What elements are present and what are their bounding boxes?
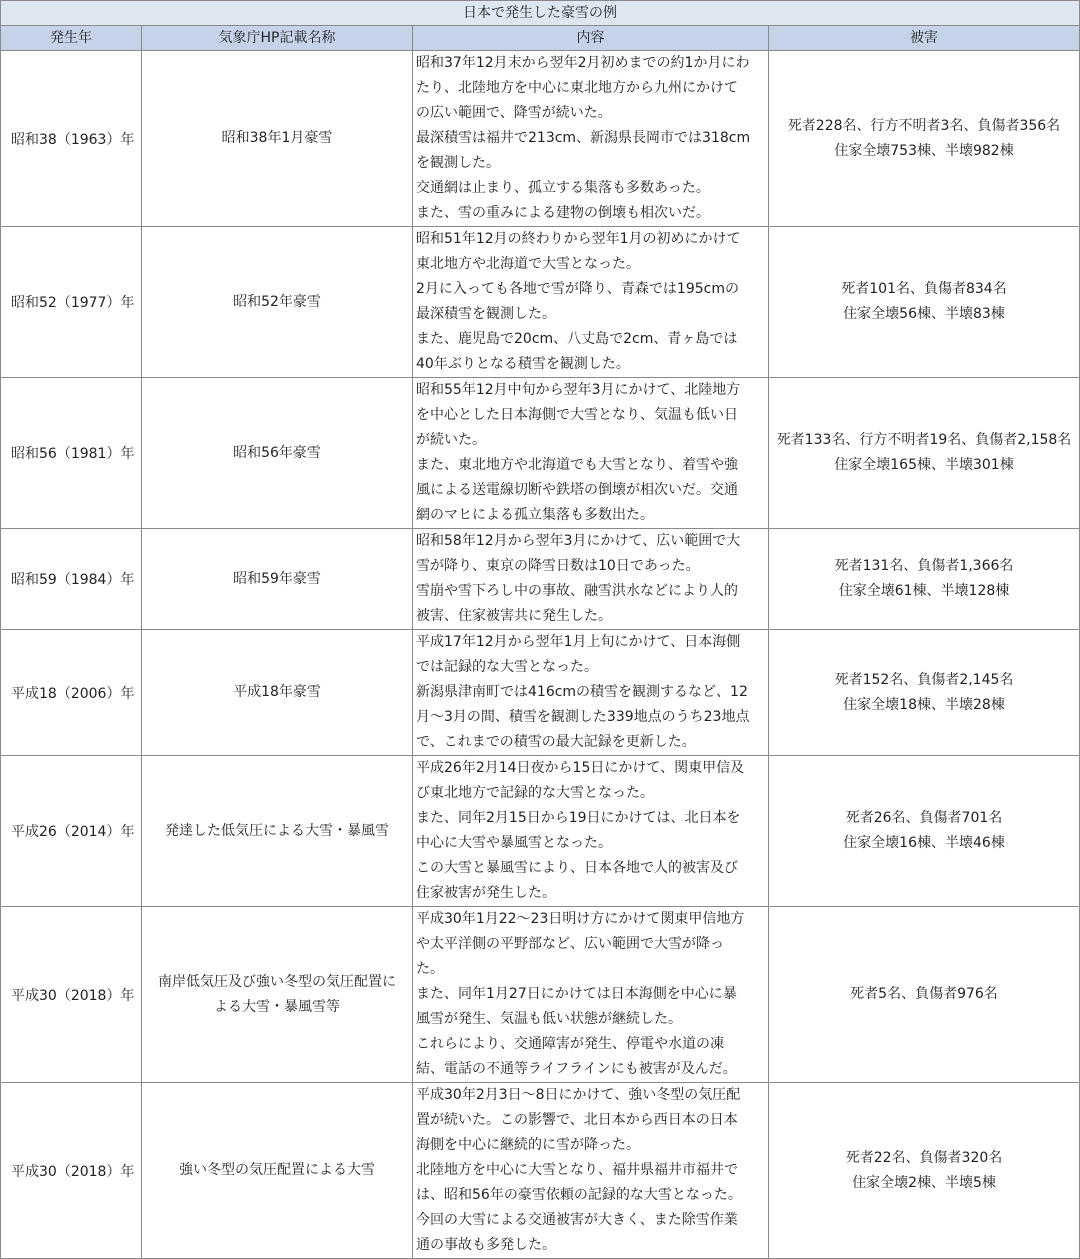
content-line: 平成30年1月22～23日明け方にかけて関東甲信地方: [416, 911, 745, 927]
cell-name: [142, 51, 413, 227]
cell-year: 昭和52（1977）年: [1, 227, 142, 378]
content-line: 網のマヒによる孤立集落も多数出た。: [416, 507, 654, 523]
table-row: [1, 1083, 1080, 1259]
content-line: た。: [416, 961, 444, 977]
content-line: 住家被害が発生した。: [416, 885, 556, 901]
content-line: び東北地方で記録的な大雪となった。: [416, 785, 654, 801]
cell-name: [142, 378, 413, 529]
name-line: 昭和52年豪雪: [233, 293, 321, 310]
content-line: 交通網は止まり、孤立する集落も多数あった。: [416, 180, 710, 196]
name-line: 平成18年豪雪: [233, 684, 321, 700]
content-line: 2月に入っても各地で雪が降り、青森では195cmの: [416, 281, 739, 297]
content-line: 昭和51年12月の終わりから翌年1月の初めにかけて: [416, 231, 741, 247]
content-line: 最深積雪は福井で213cm、新潟県長岡市では318cm: [416, 130, 751, 146]
content-line: で、これまでの積雪の最大記録を更新した。: [416, 734, 696, 750]
damage-line: 死者152名、負傷者2,145名: [834, 671, 1014, 688]
damage-line: 住家全壊165棟、半壊301棟: [834, 457, 1014, 473]
content-line: 40年ぶりとなる積雪を観測した。: [416, 356, 630, 372]
cell-content: [413, 529, 769, 630]
cell-damage: [769, 630, 1080, 756]
cell-year: 昭和59（1984）年: [1, 529, 142, 630]
table-row: [1, 630, 1080, 756]
content-line: 東北地方や北海道で大雪となった。: [416, 256, 640, 272]
content-line: 雪崩や雪下ろし中の事故、融雪洪水などにより人的: [416, 583, 738, 599]
cell-content: [413, 51, 769, 227]
content-line: 今回の大雪による交通被害が大きく、また除雪作業: [416, 1212, 738, 1228]
table-row: [1, 51, 1080, 227]
content-line: 月～3月の間、積雪を観測した339地点のうち23地点: [416, 709, 750, 725]
cell-content: [413, 630, 769, 756]
content-line: 被害、住家被害共に発生した。: [416, 608, 612, 624]
content-line: また、同年1月27日にかけては日本海側を中心に暴: [416, 986, 737, 1002]
content-line: を中心とした日本海側で大雪となり、気温も低い日: [416, 407, 738, 423]
cell-year: 平成18（2006）年: [1, 630, 142, 756]
content-line: この大雪と暴風雪により、日本各地で人的被害及び: [416, 860, 738, 876]
content-line: は、昭和56年の豪雪依頼の記録的な大雪となった。: [416, 1187, 742, 1203]
table-body: [1, 51, 1080, 1259]
table-row: [1, 529, 1080, 630]
content-line: 平成26年2月14日夜から15日にかけて、関東甲信及: [416, 760, 745, 776]
cell-year: 平成30（2018）年: [1, 907, 142, 1083]
damage-line: 死者5名、負傷者976名: [850, 986, 998, 1002]
cell-year: 平成26（2014）年: [1, 756, 142, 907]
content-line: また、東北地方や北海道でも大雪となり、着雪や強: [416, 457, 738, 473]
damage-line: 住家全壊56棟、半壊83棟: [843, 306, 1005, 322]
damage-line: 死者228名、行方不明者3名、負傷者356名: [787, 117, 1061, 134]
damage-line: 死者22名、負傷者320名: [845, 1149, 1003, 1166]
content-line: 中心に大雪や暴風雪となった。: [416, 835, 612, 851]
cell-name: [142, 630, 413, 756]
cell-content: [413, 227, 769, 378]
content-line: これらにより、交通障害が発生、停電や水道の凍: [416, 1036, 724, 1052]
cell-damage: [769, 227, 1080, 378]
damage-line: 住家全壊16棟、半壊46棟: [843, 835, 1005, 851]
content-line: が続いた。: [416, 432, 486, 448]
damage-line: 住家全壊18棟、半壊28棟: [843, 696, 1005, 713]
content-line: では記録的な大雪となった。: [416, 659, 598, 675]
table-row: [1, 378, 1080, 529]
content-line: 通の事故も多発した。: [416, 1237, 556, 1253]
cell-name: [142, 756, 413, 907]
cell-damage: [769, 756, 1080, 907]
table-row: [1, 227, 1080, 378]
damage-line: 住家全壊753棟、半壊982棟: [834, 142, 1014, 159]
content-line: 北陸地方を中心に大雪となり、福井県福井市福井で: [416, 1162, 738, 1178]
content-line: 平成30年2月3日～8日にかけて、強い冬型の気圧配: [416, 1087, 741, 1103]
damage-line: 死者133名、行方不明者19名、負傷者2,158名: [776, 432, 1072, 448]
table-row: [1, 756, 1080, 907]
cell-damage: [769, 51, 1080, 227]
cell-content: [413, 378, 769, 529]
damage-line: 住家全壊61棟、半壊128棟: [838, 583, 1010, 599]
cell-damage: [769, 1083, 1080, 1259]
cell-name: [142, 907, 413, 1083]
name-line: 強い冬型の気圧配置による大雪: [179, 1162, 375, 1178]
cell-content: [413, 1083, 769, 1259]
content-line: 平成17年12月から翌年1月上旬にかけて、日本海側: [416, 634, 741, 650]
content-line: 結、電話の不通等ライフラインにも被害が及んだ。: [416, 1061, 737, 1077]
damage-line: 住家全壊2棟、半壊5棟: [852, 1174, 996, 1191]
table-title-row: [1, 1, 1080, 26]
name-line: よる大雪・暴風雪等: [214, 998, 340, 1015]
content-line: や太平洋側の平野部など、広い範囲で大雪が降っ: [416, 936, 724, 952]
name-line: 南岸低気圧及び強い冬型の気圧配置に: [158, 973, 396, 990]
cell-year: 昭和38（1963）年: [1, 51, 142, 227]
cell-damage: [769, 907, 1080, 1083]
content-line: 昭和58年12月から翌年3月にかけて、広い範囲で大: [416, 533, 741, 549]
content-line: 新潟県津南町では416cmの積雪を観測するなど、12: [416, 684, 748, 700]
damage-line: 死者101名、負傷者834名: [841, 281, 1007, 297]
header-year: 発生年: [1, 26, 142, 51]
header-name: 気象庁HP記載名称: [142, 26, 413, 51]
cell-content: [413, 756, 769, 907]
table-title: 日本で発生した豪雪の例: [1, 1, 1080, 26]
damage-line: 死者131名、負傷者1,366名: [834, 558, 1014, 574]
content-line: 風雪が発生、気温も低い状態が継続した。: [416, 1011, 682, 1027]
content-line: の広い範囲で、降雪が続いた。: [416, 105, 612, 121]
table-header-row: [1, 26, 1080, 51]
damage-line: 死者26名、負傷者701名: [845, 810, 1003, 826]
content-line: また、同年2月15日から19日にかけては、北日本を: [416, 810, 741, 826]
name-line: 昭和59年豪雪: [233, 570, 321, 587]
name-line: 昭和56年豪雪: [233, 444, 321, 461]
content-line: 風による送電線切断や鉄塔の倒壊が相次いだ。交通: [416, 482, 738, 498]
cell-name: [142, 529, 413, 630]
content-line: 海側を中心に継続的に雪が降った。: [416, 1137, 640, 1153]
cell-damage: [769, 529, 1080, 630]
content-line: 置が続いた。この影響で、北日本から西日本の日本: [416, 1112, 738, 1128]
header-content: 内容: [413, 26, 769, 51]
name-line: 昭和38年1月豪雪: [221, 130, 333, 146]
content-line: また、雪の重みによる建物の倒壊も相次いだ。: [416, 205, 710, 221]
content-line: 昭和55年12月中旬から翌年3月にかけて、北陸地方: [416, 382, 741, 398]
table-row: [1, 907, 1080, 1083]
cell-damage: [769, 378, 1080, 529]
content-line: また、鹿児島で20cm、八丈島で2cm、青ヶ島では: [416, 331, 738, 347]
content-line: 雪が降り、東京の降雪日数は10日であった。: [416, 558, 700, 574]
cell-year: 平成30（2018）年: [1, 1083, 142, 1259]
cell-content: [413, 907, 769, 1083]
content-line: 最深積雪を観測した。: [416, 306, 556, 322]
content-line: たり、北陸地方を中心に東北地方から九州にかけて: [416, 80, 738, 96]
header-damage: 被害: [769, 26, 1080, 51]
cell-year: 昭和56（1981）年: [1, 378, 142, 529]
content-line: を観測した。: [416, 155, 500, 171]
name-line: 発達した低気圧による大雪・暴風雪: [165, 822, 389, 839]
content-line: 昭和37年12月末から翌年2月初めまでの約1か月にわ: [416, 55, 750, 71]
cell-name: [142, 1083, 413, 1259]
cell-name: [142, 227, 413, 378]
